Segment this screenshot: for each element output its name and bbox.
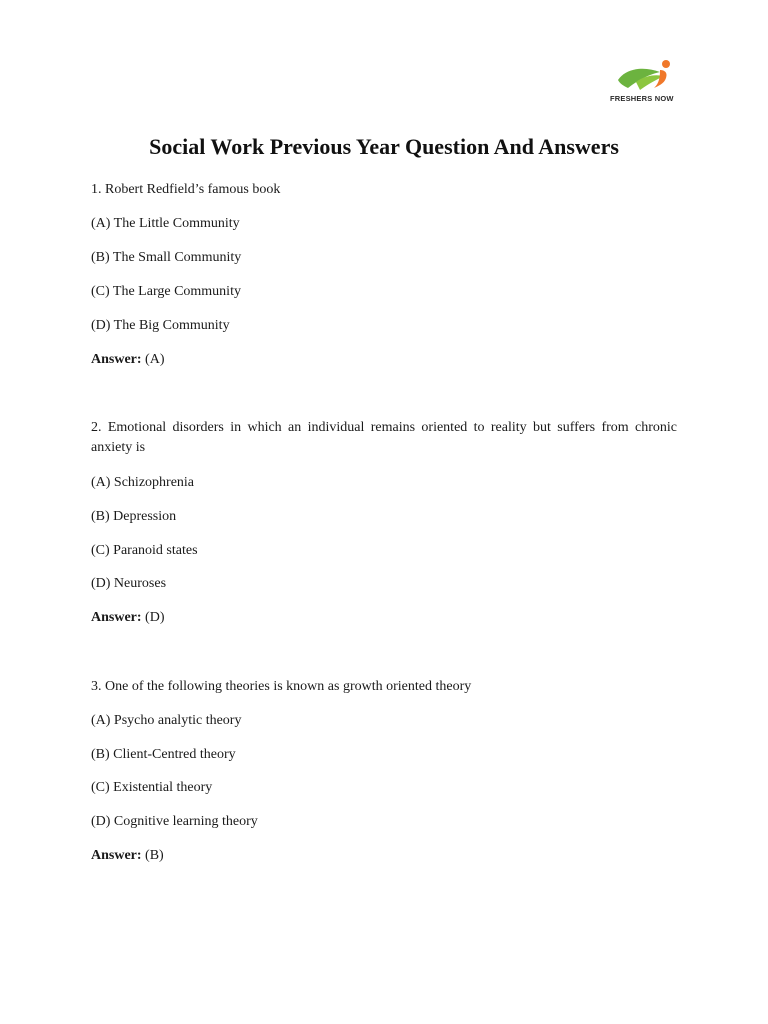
- question-1-answer: [91, 350, 677, 370]
- question-2-option-b: (B) Depression: [91, 509, 177, 524]
- question-1-text: 1. Robert Redfield’s famous book: [91, 182, 281, 197]
- answer-value: (A): [145, 352, 165, 367]
- question-1-option-d: (D) The Big Community: [91, 318, 230, 333]
- question-2-option-d: (D) Neuroses: [91, 576, 167, 591]
- question-3-option-a: (A) Psycho analytic theory: [91, 713, 242, 728]
- question-3-text: 3. One of the following theories is known as growth oriented theory: [91, 679, 472, 694]
- answer-label: Answer:: [91, 848, 142, 863]
- question-2-option-c: (C) Paranoid states: [91, 543, 198, 558]
- question-3-option-c: (C) Existential theory: [91, 780, 213, 795]
- freshers-now-logo: [606, 58, 686, 108]
- answer-label: Answer:: [91, 352, 142, 367]
- question-1-option-a: (A) The Little Community: [91, 216, 240, 231]
- answer-value: (D): [145, 610, 165, 625]
- question-3-option-b: (B) Client-Centred theory: [91, 747, 236, 762]
- answer-label: Answer:: [91, 610, 142, 625]
- question-1-option-c: (C) The Large Community: [91, 284, 241, 299]
- page-title: Social Work Previous Year Question And Answers: [149, 134, 619, 159]
- answer-value: (B): [145, 848, 164, 863]
- logo-text: FRESHERS NOW: [610, 94, 674, 103]
- question-3-answer: [91, 846, 677, 866]
- logo-mark-icon: [616, 58, 676, 94]
- question-2-answer: [91, 608, 677, 628]
- question-2-text: 2. Emotional disorders in which an individual remains oriented to reality but suffers from chronic anxiety is: [91, 420, 677, 455]
- question-1-option-b: (B) The Small Community: [91, 250, 242, 265]
- question-3-option-d: (D) Cognitive learning theory: [91, 814, 258, 829]
- question-2-option-a: (A) Schizophrenia: [91, 475, 195, 490]
